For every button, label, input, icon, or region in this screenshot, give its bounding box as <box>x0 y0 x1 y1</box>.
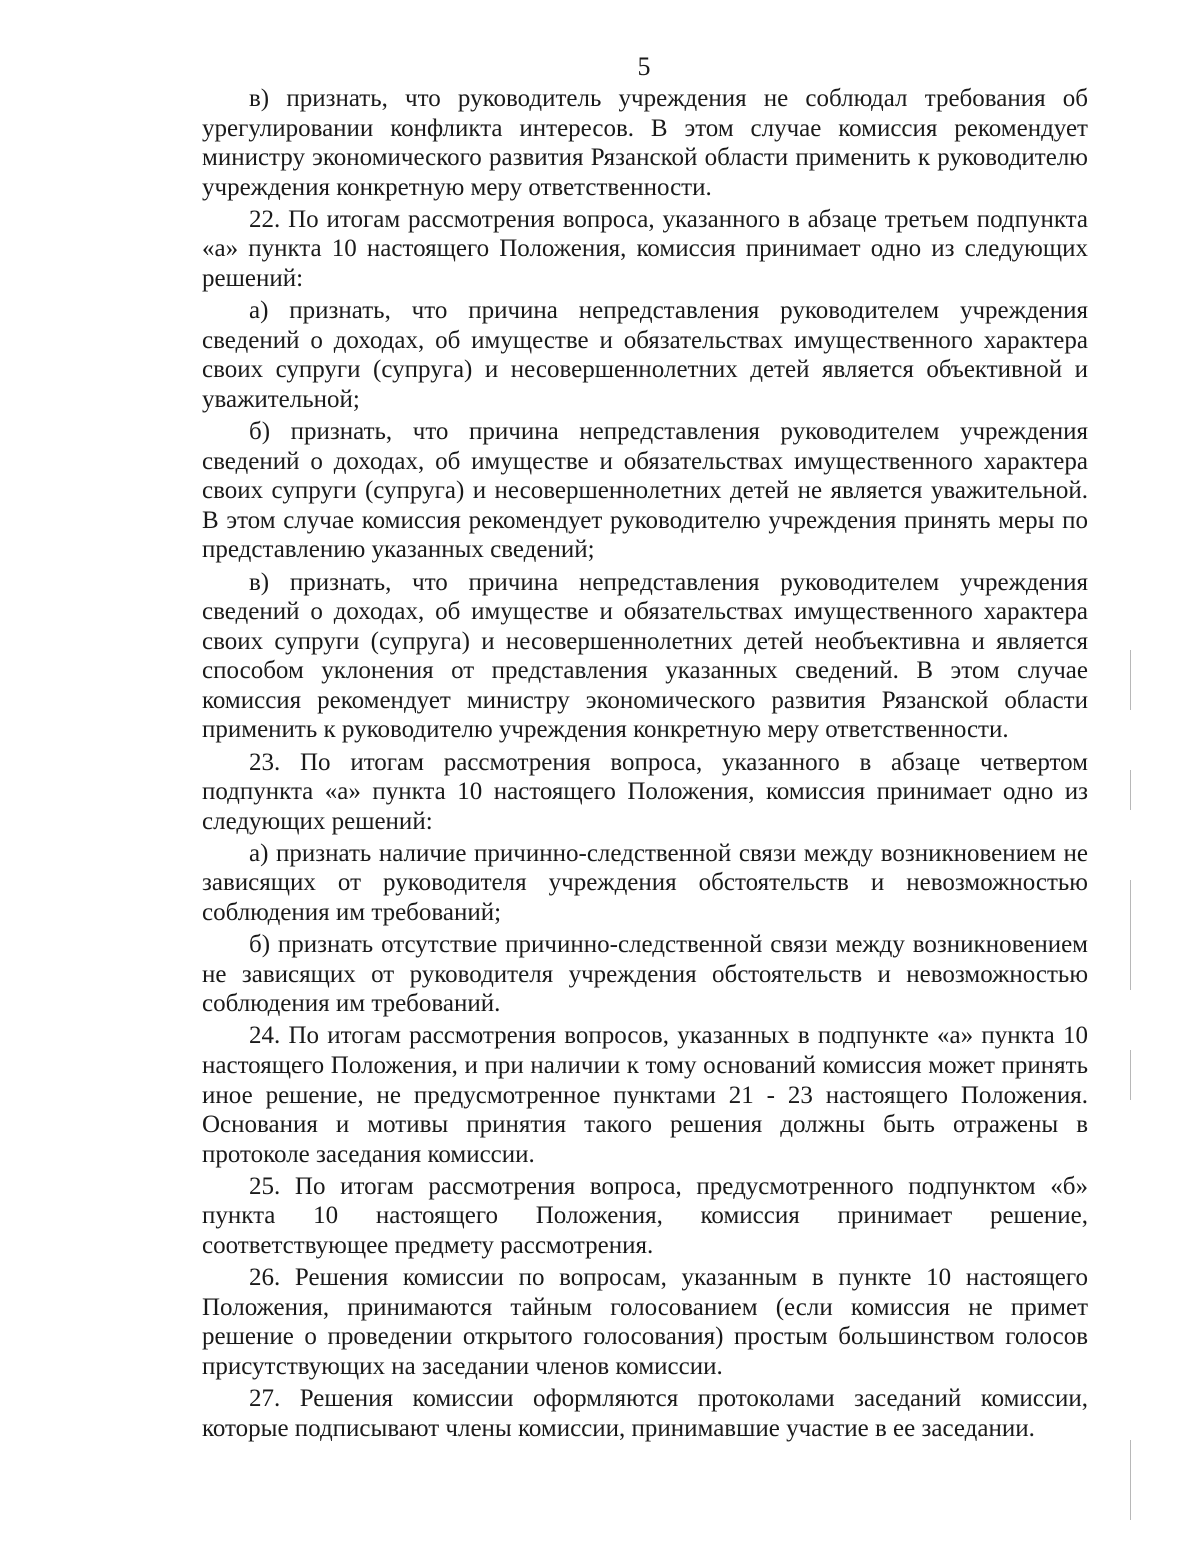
paragraph-23-b: б) признать отсутствие причинно-следственной связи между возникновением не зависящих от руководителя учреждения обстоятельств и невозможностью соблюдения им требований. <box>202 931 1088 1018</box>
paragraph-24: 24. По итогам рассмотрения вопросов, указанных в подпункте «а» пункта 10 настоящего Положения, и при наличии к тому оснований комиссия может принять иное решение, не предусмотренное пунктами 21 - 23 настоящего Положения. Основания и мотивы принятия такого решения должны быть отражены в протоколе заседания комиссии. <box>202 1022 1088 1168</box>
page-number: 5 <box>637 52 651 81</box>
scan-edge-mark <box>1130 1050 1131 1100</box>
paragraph-27: 27. Решения комиссии оформляются протоколами заседаний комиссии, которые подписывают члены комиссии, принимавшие участие в ее заседании. <box>202 1385 1088 1442</box>
scan-edge-mark <box>1130 880 1131 990</box>
paragraph-26: 26. Решения комиссии по вопросам, указанным в пункте 10 настоящего Положения, принимаются тайным голосованием (если комиссия не примет решение о проведении открытого голосования) простым большинством голосов присутствующих на заседании членов комиссии. <box>202 1264 1088 1380</box>
paragraph-22: 22. По итогам рассмотрения вопроса, указанного в абзаце третьем подпункта «а» пункта 10 настоящего Положения, комиссия принимает одно из следующих решений: <box>202 205 1088 293</box>
paragraph-22-a: а) признать, что причина непредставления руководителем учреждения сведений о доходах, об имуществе и обязательствах имущественного характера своих супруги (супруга) и несовершеннолетних детей является объективной и уважительной; <box>202 297 1088 413</box>
scan-edge-mark <box>1130 650 1131 710</box>
scan-edge-mark <box>1130 1440 1131 1520</box>
paragraph-23: 23. По итогам рассмотрения вопроса, указанного в абзаце четвертом подпункта «а» пункта 10 настоящего Положения, комиссия принимает одно из следующих решений: <box>202 748 1088 835</box>
paragraph-23-a: а) признать наличие причинно-следственной связи между возникновением не зависящих от руководителя учреждения обстоятельств и невозможностью соблюдения им требований; <box>202 839 1088 927</box>
scan-edge-mark <box>1130 770 1131 810</box>
paragraph-25: 25. По итогам рассмотрения вопроса, предусмотренного подпунктом «б» пункта 10 настоящего Положения, комиссия принимает решение, соответствующее предмету рассмотрения. <box>202 1172 1088 1260</box>
document-body <box>202 84 1088 1446</box>
paragraph-22-v: в) признать, что причина непредставления руководителем учреждения сведений о доходах, об имуществе и обязательствах имущественного характера своих супруги (супруга) и несовершеннолетних детей необъективна и является способом уклонения от представления указанных сведений. В этом случае комиссия рекомендует министру экономического развития Рязанской области применить к руководителю учреждения конкретную меру ответственности. <box>202 568 1088 744</box>
paragraph-21-v: в) признать, что руководитель учреждения не соблюдал требования об урегулировании конфликта интересов. В этом случае комиссия рекомендует министру экономического развития Рязанской области применить к руководителю учреждения конкретную меру ответственности. <box>202 85 1088 201</box>
paragraph-22-b: б) признать, что причина непредставления руководителем учреждения сведений о доходах, об имуществе и обязательствах имущественного характера своих супруги (супруга) и несовершеннолетних детей не является уважительной. В этом случае комиссия рекомендует руководителю учреждения принять меры по представлению указанных сведений; <box>202 418 1088 564</box>
